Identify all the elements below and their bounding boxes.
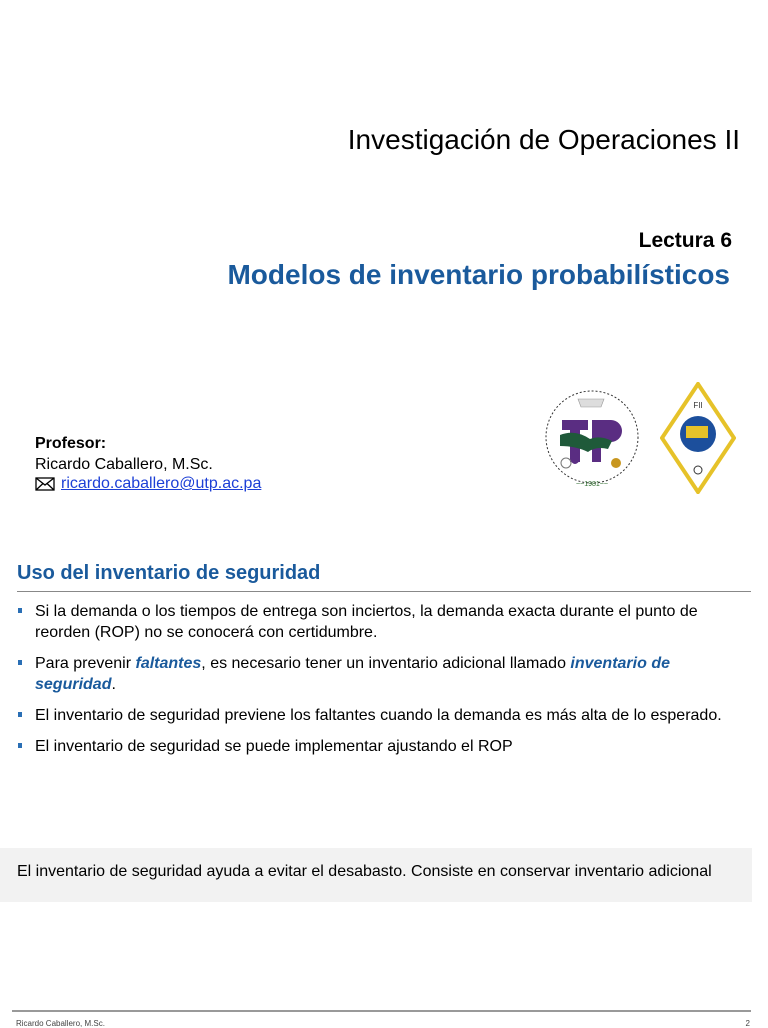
professor-email-row [35, 475, 261, 493]
fii-logo [660, 382, 736, 494]
bullet-text: , es necesario tener un inventario adicional llamado [201, 655, 571, 672]
lecture-subtitle: Modelos de inventario probabilísticos [227, 259, 730, 290]
note-box: El inventario de seguridad ayuda a evitar el desabasto. Consiste en conservar inventario adicional [0, 848, 752, 902]
professor-email-link[interactable]: ricardo.caballero@utp.ac.pa [61, 475, 262, 492]
envelope-icon [35, 477, 55, 491]
professor-name: Ricardo Caballero, M.Sc. [35, 456, 213, 473]
bullet-list [17, 601, 747, 767]
utp-logo [540, 385, 644, 495]
professor-label: Profesor: [35, 435, 107, 452]
section-divider [17, 591, 751, 592]
bullet-item [17, 653, 747, 695]
svg-text:~~1981~~: ~~1981~~ [576, 481, 608, 488]
lecture-number: Lectura 6 [638, 229, 732, 252]
footer-author: Ricardo Caballero, M.Sc. [16, 1019, 105, 1028]
bullet-item: Si la demanda o los tiempos de entrega son inciertos, la demanda exacta durante el punto de reorden (ROP) no se conocerá con certidumbre. [17, 601, 747, 643]
bullet-text: Para prevenir [35, 655, 136, 672]
page-number: 2 [745, 1019, 750, 1028]
footer-divider [12, 1010, 751, 1012]
bullet-item: El inventario de seguridad se puede implementar ajustando el ROP [17, 736, 747, 757]
bullet-text: . [111, 676, 116, 693]
bullet-item: El inventario de seguridad previene los faltantes cuando la demanda es más alta de lo esperado. [17, 705, 747, 726]
svg-text:FII: FII [693, 401, 703, 410]
emphasis-term: faltantes [135, 655, 202, 672]
course-title: Investigación de Operaciones II [347, 124, 740, 155]
section-title: Uso del inventario de seguridad [17, 562, 321, 584]
emphasis-term: inventario de seguridad [35, 655, 670, 693]
